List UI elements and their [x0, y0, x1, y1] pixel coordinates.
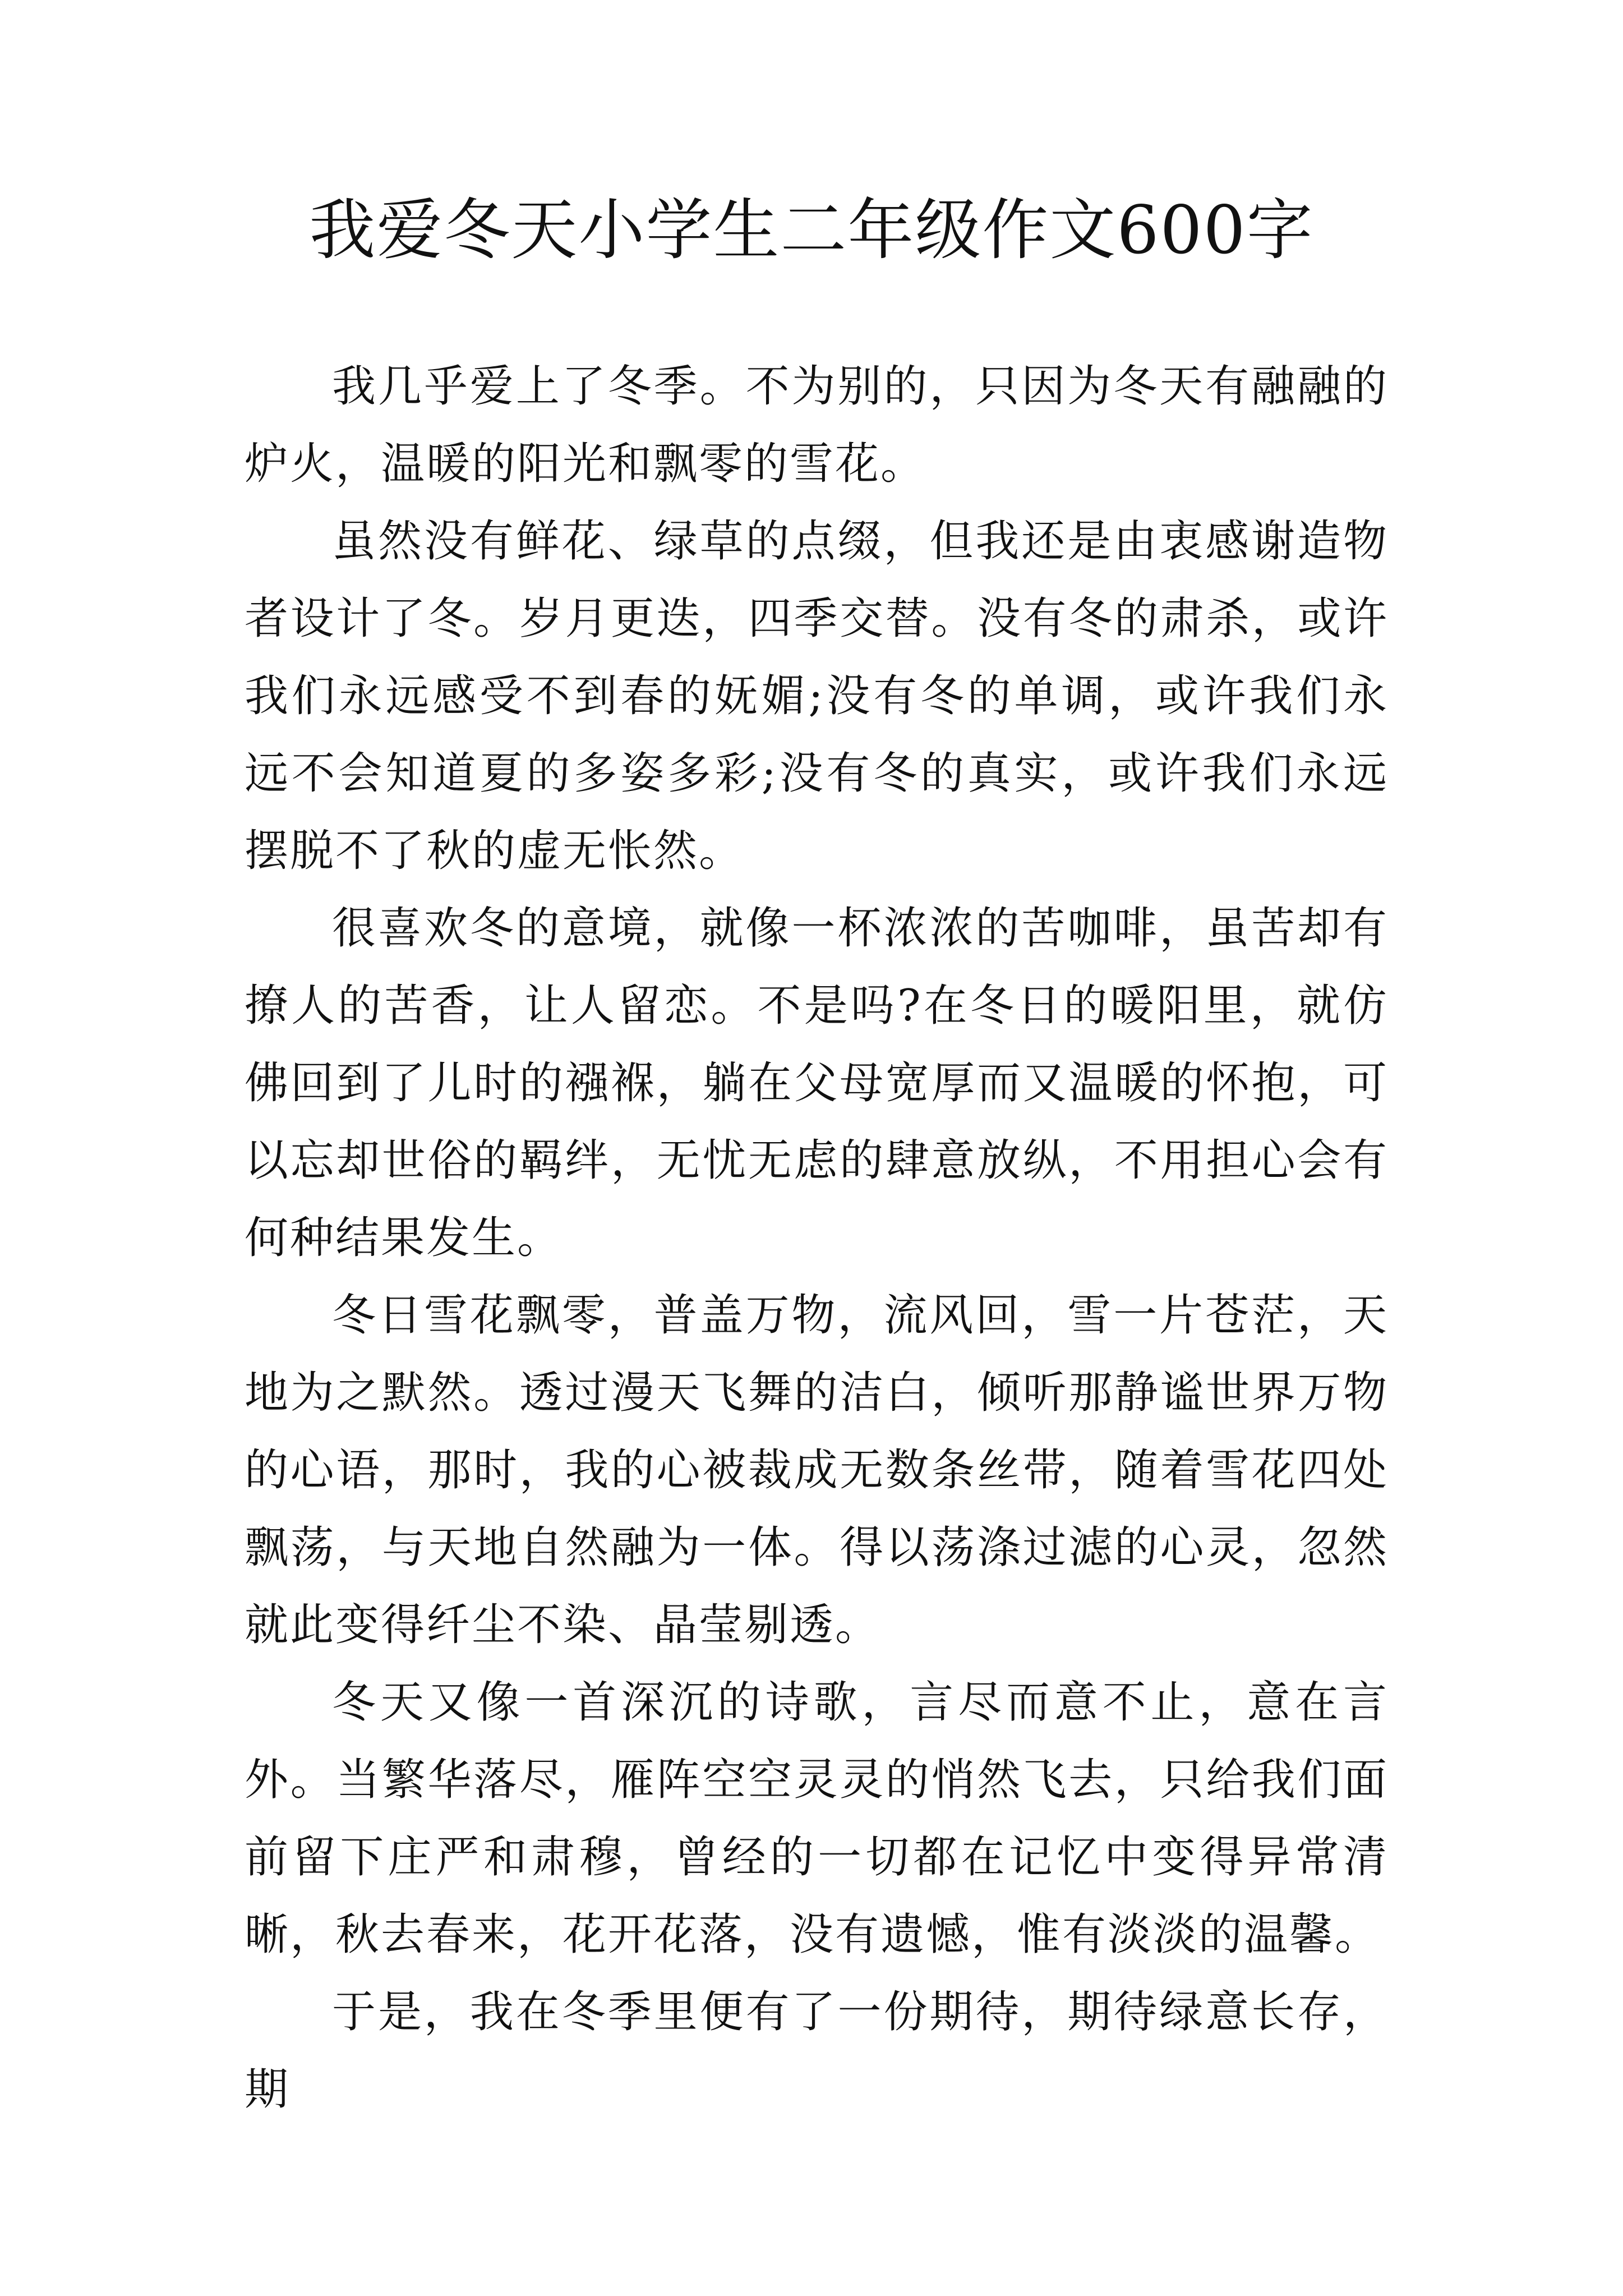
document-title: 我爱冬天小学生二年级作文600字	[309, 191, 1314, 269]
document-body	[245, 348, 1389, 2128]
paragraph-1: 我几乎爱上了冬季。不为别的，只因为冬天有融融的炉火，温暖的阳光和飘零的雪花。	[245, 361, 1389, 489]
paragraph-3: 很喜欢冬的意境，就像一杯浓浓的苦咖啡，虽苦却有撩人的苦香，让人留恋。不是吗?在冬日的暖阳里，就仿佛回到了儿时的襁褓，躺在父母宽厚而又温暖的怀抱，可以忘却世俗的羁绊，无忧无虑的肆意放纵，不用担心会有何种结果发生。	[245, 903, 1389, 1263]
paragraph-6: 于是，我在冬季里便有了一份期待，期待绿意长存，期	[245, 1987, 1389, 2115]
paragraph-5: 冬天又像一首深沉的诗歌，言尽而意不止，意在言外。当繁华落尽，雁阵空空灵灵的悄然飞去，只给我们面前留下庄严和肃穆，曾经的一切都在记忆中变得异常清晰，秋去春来，花开花落，没有遗憾，惟有淡淡的温馨。	[245, 1677, 1389, 1960]
paragraph-4: 冬日雪花飘零，普盖万物，流风回，雪一片苍茫，天地为之默然。透过漫天飞舞的洁白，倾听那静谧世界万物的心语，那时，我的心被裁成无数条丝带，随着雪花四处飘荡，与天地自然融为一体。得以荡涤过滤的心灵，忽然就此变得纤尘不染、晶莹剔透。	[245, 1290, 1389, 1650]
paragraph-2: 虽然没有鲜花、绿草的点缀，但我还是由衷感谢造物者设计了冬。岁月更迭，四季交替。没有冬的肃杀，或许我们永远感受不到春的妩媚;没有冬的单调，或许我们永远不会知道夏的多姿多彩;没有冬的真实，或许我们永远摆脱不了秋的虚无怅然。	[245, 516, 1389, 876]
